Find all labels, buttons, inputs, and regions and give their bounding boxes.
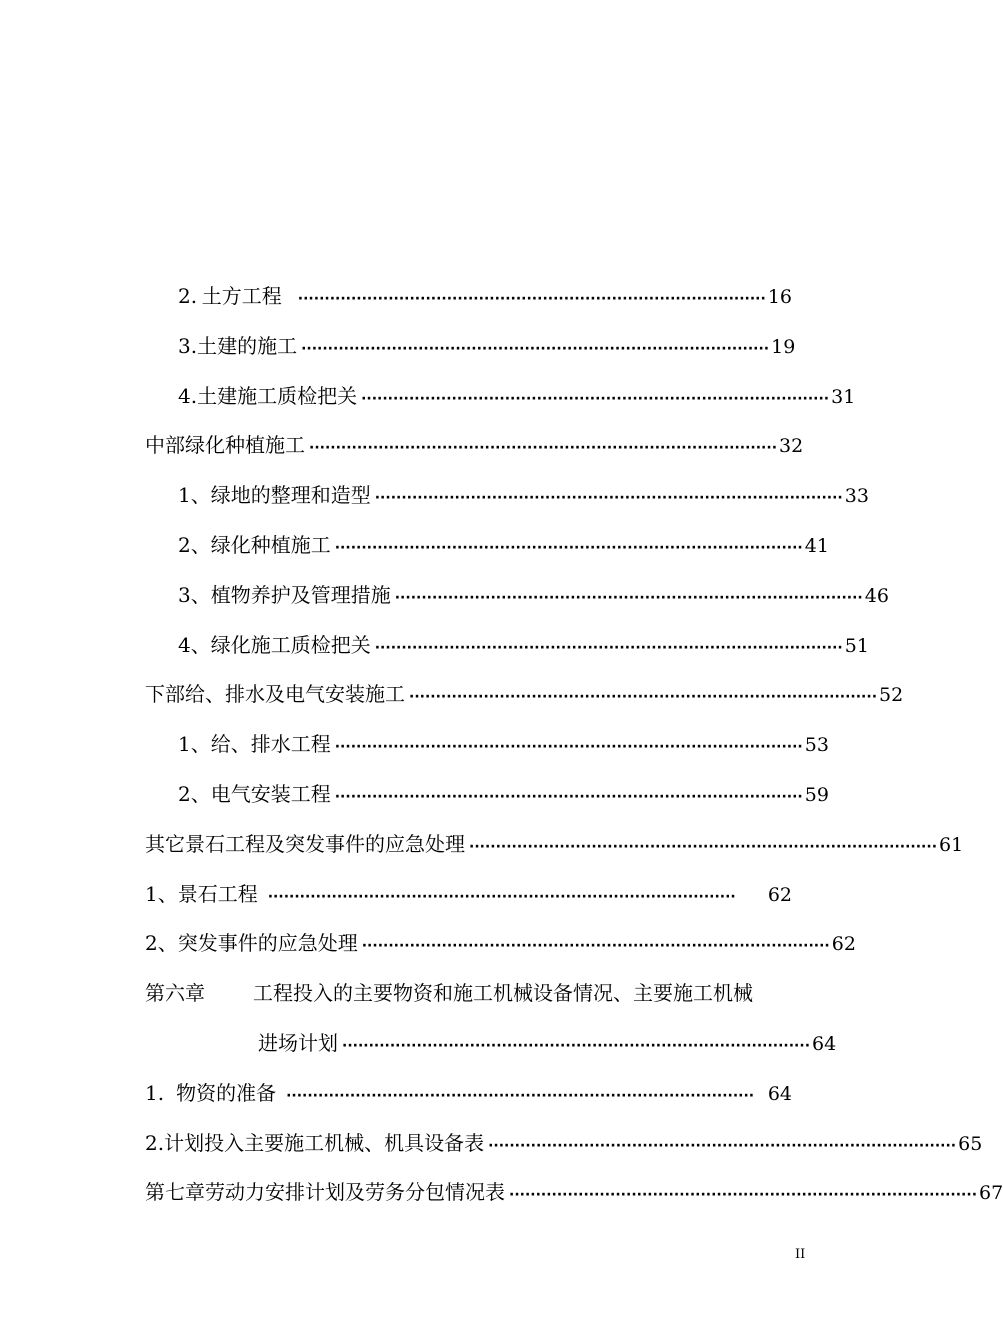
entry-title: 突发事件的应急处理 bbox=[177, 931, 358, 956]
entry-number: 3、 bbox=[178, 582, 211, 607]
dot-leader: ························································································ bbox=[409, 689, 878, 706]
entry-page-number: 51 bbox=[844, 634, 869, 657]
toc-entry[interactable] bbox=[0, 372, 950, 422]
entry-page-number: 62 bbox=[767, 883, 792, 906]
entry-number: 3. bbox=[178, 333, 198, 358]
entry-page-number: 19 bbox=[771, 335, 796, 358]
entry-number: 4. bbox=[178, 383, 198, 408]
entry-page-number: 59 bbox=[804, 783, 829, 806]
entry-title: 工程投入的主要物资和施工机械设备情况、主要施工机械 bbox=[253, 981, 753, 1006]
dot-leader: ························································································ bbox=[488, 1137, 957, 1154]
entry-title: 给、排水及电气安装施工 bbox=[185, 682, 405, 707]
entry-number: 其它 bbox=[145, 831, 185, 856]
dot-leader: ························································································ bbox=[361, 938, 830, 955]
entry-title: 土建的施工 bbox=[197, 333, 298, 358]
entry-number: 下部 bbox=[145, 682, 185, 707]
entry-page-number: 41 bbox=[804, 534, 829, 557]
dot-leader: ························································································ bbox=[342, 1037, 811, 1054]
toc-entry[interactable] bbox=[0, 1168, 1003, 1218]
entry-number: 中部 bbox=[145, 433, 185, 458]
toc-entry[interactable] bbox=[0, 571, 950, 621]
entry-number: 2、 bbox=[145, 931, 178, 956]
toc-entry[interactable] bbox=[0, 1069, 950, 1119]
entry-number: 1. bbox=[145, 1080, 165, 1105]
dot-leader: ························································································ bbox=[297, 291, 766, 307]
table-of-contents bbox=[0, 272, 1003, 1218]
entry-number: 4、 bbox=[178, 632, 211, 657]
toc-entry-continuation[interactable] bbox=[0, 1019, 950, 1069]
entry-title-continuation: 进场计划 bbox=[258, 1030, 338, 1055]
entry-title: 景石工程 bbox=[177, 881, 258, 906]
entry-number: 第六章 bbox=[145, 981, 205, 1006]
entry-page-number: 64 bbox=[812, 1032, 837, 1055]
toc-entry[interactable] bbox=[0, 322, 950, 372]
entry-page-number: 31 bbox=[831, 385, 856, 408]
entry-page-number: 33 bbox=[844, 485, 869, 508]
entry-page-number: 46 bbox=[864, 584, 889, 607]
entry-number: 第七章 bbox=[145, 1180, 205, 1205]
entry-title: 绿化施工质检把关 bbox=[210, 632, 371, 657]
dot-leader: ························································································ bbox=[334, 739, 803, 756]
dot-leader: ························································································ bbox=[361, 390, 830, 407]
entry-number: 2. bbox=[178, 284, 198, 308]
toc-entry[interactable] bbox=[0, 471, 950, 521]
entry-title: 土建施工质检把关 bbox=[197, 383, 358, 408]
entry-page-number: 32 bbox=[779, 435, 804, 458]
entry-page-number: 61 bbox=[939, 833, 964, 856]
toc-entry[interactable] bbox=[0, 870, 950, 920]
toc-entry[interactable] bbox=[0, 820, 964, 870]
entry-number: 2. bbox=[145, 1130, 165, 1155]
entry-title: 绿地的整理和造型 bbox=[210, 483, 371, 508]
entry-number: 1、 bbox=[145, 881, 178, 906]
dot-leader: ························································································ bbox=[286, 1087, 755, 1104]
entry-title: 绿化种植施工 bbox=[185, 433, 305, 458]
entry-title: 劳动力安排计划及劳务分包情况表 bbox=[205, 1180, 505, 1205]
entry-title: 土方工程 bbox=[201, 284, 282, 308]
dot-leader: ························································································ bbox=[309, 440, 778, 457]
entry-page-number: 52 bbox=[879, 684, 904, 707]
entry-title: 物资的准备 bbox=[176, 1080, 277, 1105]
toc-entry[interactable] bbox=[0, 421, 950, 471]
toc-entry[interactable] bbox=[0, 720, 950, 770]
dot-leader: ························································································ bbox=[267, 888, 736, 905]
entry-number: 1、 bbox=[178, 483, 211, 508]
toc-entry[interactable] bbox=[0, 272, 950, 322]
toc-entry[interactable] bbox=[0, 969, 950, 1019]
entry-page-number: 62 bbox=[831, 933, 856, 956]
entry-title: 给、排水工程 bbox=[210, 732, 331, 757]
toc-entry[interactable] bbox=[0, 1119, 983, 1169]
dot-leader: ························································································ bbox=[334, 788, 803, 805]
entry-title: 景石工程及突发事件的应急处理 bbox=[185, 831, 465, 856]
entry-title: 植物养护及管理措施 bbox=[210, 582, 391, 607]
entry-page-number: 67 bbox=[979, 1182, 1003, 1205]
dot-leader: ························································································ bbox=[374, 490, 843, 507]
dot-leader: ························································································ bbox=[334, 539, 803, 556]
toc-entry[interactable] bbox=[0, 521, 950, 571]
entry-page-number: 16 bbox=[767, 286, 792, 308]
entry-page-number: 53 bbox=[804, 734, 829, 757]
entry-title: 电气安装工程 bbox=[210, 781, 331, 806]
entry-number: 2、 bbox=[178, 532, 211, 557]
dot-leader: ························································································ bbox=[301, 340, 770, 357]
dot-leader: ························································································ bbox=[469, 838, 938, 855]
dot-leader: ························································································ bbox=[394, 589, 863, 606]
entry-number: 1、 bbox=[178, 732, 211, 757]
toc-entry[interactable] bbox=[0, 621, 950, 671]
toc-entry[interactable] bbox=[0, 919, 950, 969]
entry-number: 2、 bbox=[178, 781, 211, 806]
dot-leader: ························································································ bbox=[374, 639, 843, 656]
page-number: II bbox=[795, 1247, 806, 1262]
entry-page-number: 65 bbox=[958, 1132, 983, 1155]
entry-title: 计划投入主要施工机械、机具设备表 bbox=[164, 1130, 485, 1155]
dot-leader: ························································································ bbox=[509, 1187, 978, 1204]
toc-entry[interactable] bbox=[0, 770, 950, 820]
entry-page-number: 64 bbox=[767, 1082, 792, 1105]
toc-entry[interactable] bbox=[0, 670, 950, 720]
entry-title: 绿化种植施工 bbox=[210, 532, 331, 557]
